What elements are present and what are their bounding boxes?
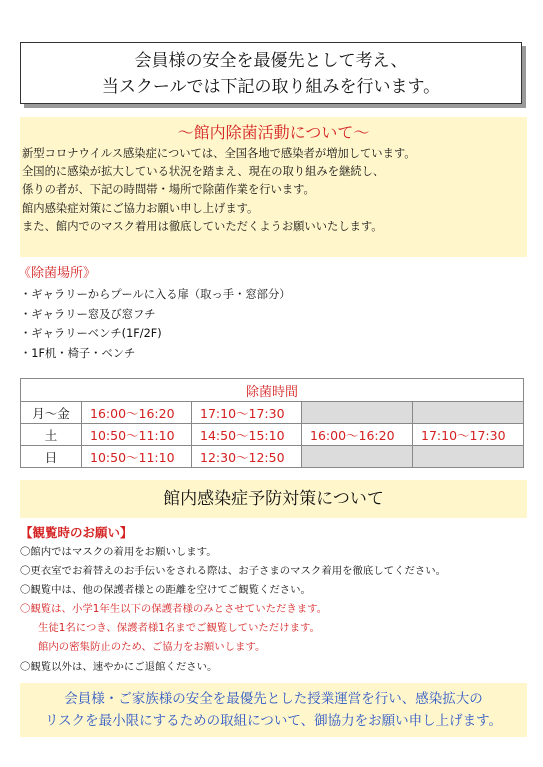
schedule-table <box>20 378 524 468</box>
table-row <box>21 402 524 424</box>
prevention-title: 館内感染症予防対策について <box>163 489 384 509</box>
location-item: ・ギャラリー窓及び窓フチ <box>20 307 156 321</box>
location-item: ・ギャラリーベンチ(1F/2F) <box>20 327 162 340</box>
footer-line-2: リスクを最小限にするための取組について、御協力をお願い申し上げます。 <box>44 713 503 729</box>
footer-line-1: 会員様・ご家族様の安全を最優先とした授業運営を行い、感染拡大の <box>64 691 483 707</box>
request-list <box>20 543 446 677</box>
disinfection-line: 館内感染症対策にご協力お願い申し上げます。 <box>22 201 259 215</box>
day-cell: 月〜金 <box>21 402 82 424</box>
locations-list <box>20 285 291 363</box>
header-line-2: 当スクールでは下記の取り組みを行います。 <box>101 77 441 97</box>
request-item: 〇観覧以外は、速やかにご退館ください。 <box>20 660 218 673</box>
locations-title: 《除菌場所》 <box>18 266 97 281</box>
time-cell: 14:50〜15:10 <box>192 424 302 446</box>
time-cell: 16:00〜16:20 <box>302 424 413 446</box>
request-item: 生徒1名につき、保護者様1名までご観覧していただけます。 <box>38 622 320 635</box>
time-cell: 12:30〜12:50 <box>192 446 302 468</box>
header-box <box>20 42 522 104</box>
time-cell: 16:00〜16:20 <box>82 402 192 424</box>
table-row <box>21 446 524 468</box>
location-item: ・1F机・椅子・ベンチ <box>20 346 136 360</box>
time-cell: 17:10〜17:30 <box>413 424 524 446</box>
time-cell: 10:50〜11:10 <box>82 424 192 446</box>
time-cell: 10:50〜11:10 <box>82 446 192 468</box>
disinfection-title: 〜館内除菌活動について〜 <box>177 123 370 142</box>
time-cell: 17:10〜17:30 <box>192 402 302 424</box>
disinfection-section <box>20 117 527 257</box>
footer-panel <box>20 683 527 737</box>
day-cell: 日 <box>21 446 82 468</box>
disinfection-line: また、館内でのマスク着用は徹底していただくようお願いいたします。 <box>22 219 383 233</box>
empty-cell <box>302 446 413 468</box>
disinfection-line: 係りの者が、下記の時間帯・場所で除菌作業を行います。 <box>22 183 315 197</box>
request-item: 〇館内ではマスクの着用をお願いします。 <box>20 546 217 558</box>
empty-cell <box>413 446 524 468</box>
table-row <box>21 424 524 446</box>
location-item: ・ギャラリーからプールに入る扉（取っ手・窓部分） <box>20 288 291 301</box>
request-item: 館内の密集防止のため、ご協力をお願いします。 <box>38 641 266 654</box>
request-item: 〇観覧は、小学1年生以下の保護者様のみとさせていただきます。 <box>20 603 328 616</box>
request-title: 【観覧時のお願い】 <box>20 525 133 540</box>
schedule-title: 除菌時間 <box>21 379 524 402</box>
request-item: 〇観覧中は、他の保護者様との距離を空けてご観覧ください。 <box>20 584 311 597</box>
request-item: 〇更衣室でお着替えのお手伝いをされる際は、お子さまのマスク着用を徹底してください。 <box>20 565 447 578</box>
empty-cell <box>302 402 413 424</box>
day-cell: 土 <box>21 424 82 446</box>
header-line-1: 会員様の安全を最優先として考え、 <box>134 51 408 71</box>
empty-cell <box>413 402 524 424</box>
disinfection-line: 新型コロナウイルス感染症については、全国各地で感染者が増加しています。 <box>22 147 416 160</box>
disinfection-line: 全国的に感染が拡大している状況を踏まえ、現在の取り組みを継続し、 <box>22 165 385 179</box>
